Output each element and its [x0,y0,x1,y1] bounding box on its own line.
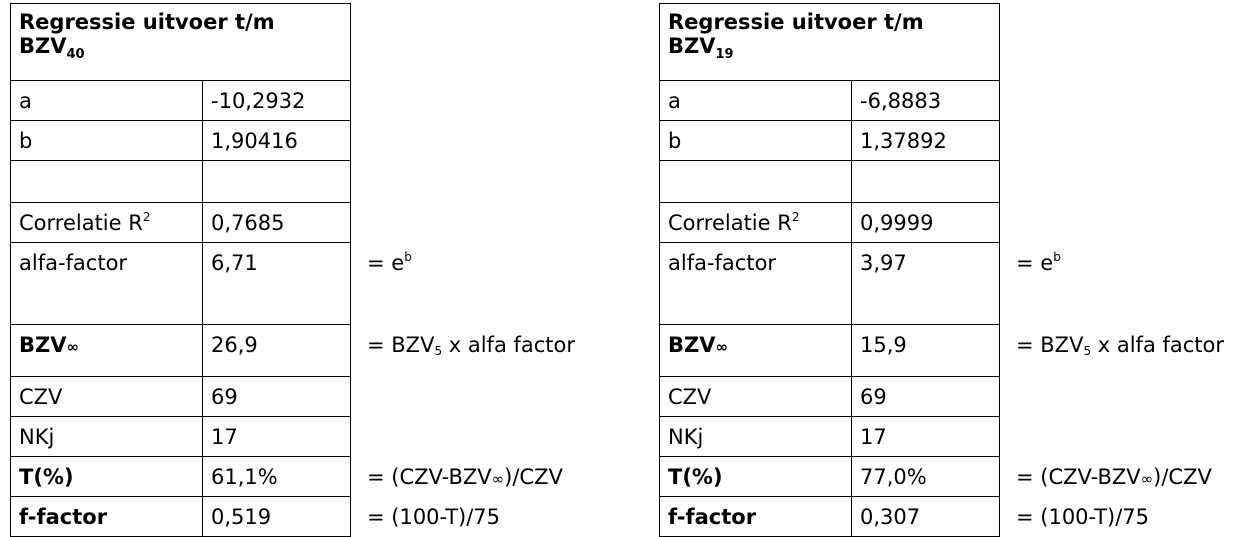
correlation-value: 0,7685 [203,203,351,243]
a-label: a [11,81,203,121]
t-percent-label: T(%) [660,457,852,497]
nkj-label: NKj [660,417,852,457]
note-cell [1000,377,1250,417]
bzv-infinity-label [11,325,203,377]
nkj-label: NKj [11,417,203,457]
t-percent-note [1000,457,1250,497]
note-cell [351,121,601,161]
czv-value: 69 [852,377,1000,417]
empty-cell [11,161,203,203]
alfa-value: 3,97 [852,243,1000,325]
title-subscript: 40 [66,47,85,63]
regression-table [659,3,1250,537]
empty-cell [660,161,852,203]
nkj-value: 17 [203,417,351,457]
title-bzv: BZV [19,34,67,59]
t-percent-label: T(%) [11,457,203,497]
empty-cell [852,161,1000,203]
t-note-pre: = (CZV-BZV [1016,464,1141,489]
f-factor-note: = (100-T)/75 [367,504,501,529]
alfa-label: alfa-factor [660,243,852,325]
czv-label: CZV [11,377,203,417]
a-value: -10,2932 [203,81,351,121]
f-factor-value: 0,307 [852,497,1000,537]
alfa-value: 6,71 [203,243,351,325]
correlation-superscript: 2 [142,210,151,224]
note-cell [1000,203,1250,243]
b-value: 1,90416 [203,121,351,161]
correlation-label-text: Correlatie R [19,211,143,235]
note-cell [351,417,601,457]
note-cell [1000,4,1250,81]
correlation-superscript: 2 [791,210,800,224]
empty-cell [203,161,351,203]
title-subscript: 19 [715,47,734,63]
b-label: b [11,121,203,161]
infinity-symbol: ∞ [491,469,505,488]
table-title [11,4,351,81]
alfa-note-text: = e [367,250,405,275]
bzv-note-post: x alfa factor [442,332,576,357]
f-factor-note: = (100-T)/75 [1016,504,1150,529]
alfa-note [351,243,601,325]
note-cell [1000,417,1250,457]
t-percent-note [351,457,601,497]
title-bzv: BZV [668,34,716,59]
correlation-value: 0,9999 [852,203,1000,243]
alfa-note-superscript: b [404,249,412,264]
czv-value: 69 [203,377,351,417]
bzv-note-subscript: 5 [1083,343,1092,358]
f-factor-label: f-factor [11,497,203,537]
title-line: Regressie uitvoer t/m [668,10,924,34]
bzv-infinity-value: 15,9 [852,325,1000,377]
b-value: 1,37892 [852,121,1000,161]
note-cell [1000,121,1250,161]
regression-panel-bzv19 [659,3,1250,537]
regression-panel-bzv40 [10,3,601,537]
note-cell [351,81,601,121]
bzv-infinity-note [1000,325,1250,377]
bzv-note-pre: = BZV [1016,332,1084,357]
note-cell [351,203,601,243]
b-label: b [660,121,852,161]
bzv-note-post: x alfa factor [1091,332,1225,357]
alfa-note-text: = e [1016,250,1054,275]
alfa-label: alfa-factor [11,243,203,325]
table-title [660,4,1000,81]
correlation-label [660,203,852,243]
title-line: Regressie uitvoer t/m [19,10,275,34]
regression-table [10,3,601,537]
note-cell [351,4,601,81]
nkj-value: 17 [852,417,1000,457]
t-percent-value: 77,0% [852,457,1000,497]
f-factor-label: f-factor [660,497,852,537]
infinity-symbol: ∞ [1140,469,1154,488]
bzv-infinity-label-text: BZV [19,333,67,357]
correlation-label [11,203,203,243]
alfa-note [1000,243,1250,325]
t-note-post: )/CZV [1153,464,1212,489]
infinity-symbol: ∞ [715,338,728,356]
bzv-infinity-value: 26,9 [203,325,351,377]
t-percent-value: 61,1% [203,457,351,497]
a-label: a [660,81,852,121]
bzv-infinity-label [660,325,852,377]
bzv-note-subscript: 5 [434,343,443,358]
note-cell [351,161,601,203]
bzv-infinity-note [351,325,601,377]
a-value: -6,8883 [852,81,1000,121]
correlation-label-text: Correlatie R [668,211,792,235]
f-factor-value: 0,519 [203,497,351,537]
t-note-post: )/CZV [504,464,563,489]
note-cell [1000,161,1250,203]
bzv-note-pre: = BZV [367,332,435,357]
note-cell [351,377,601,417]
note-cell [1000,81,1250,121]
alfa-note-superscript: b [1053,249,1061,264]
czv-label: CZV [660,377,852,417]
t-note-pre: = (CZV-BZV [367,464,492,489]
bzv-infinity-label-text: BZV [668,333,716,357]
infinity-symbol: ∞ [66,338,79,356]
